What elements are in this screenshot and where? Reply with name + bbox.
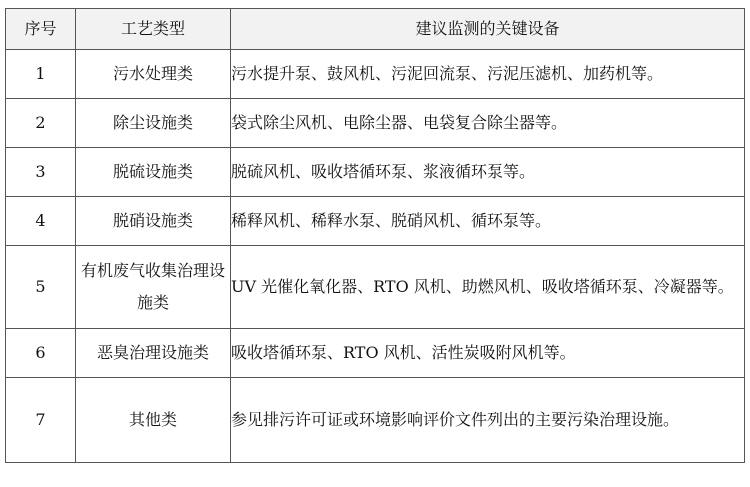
table-row bbox=[6, 329, 745, 378]
row-equipment: 参见排污许可证或环境影响评价文件列出的主要污染治理设施。 bbox=[231, 378, 745, 463]
header-type: 工艺类型 bbox=[76, 9, 231, 50]
table-row bbox=[6, 99, 745, 148]
row-type: 污水处理类 bbox=[76, 50, 231, 99]
row-equipment: 污水提升泵、鼓风机、污泥回流泵、污泥压滤机、加药机等。 bbox=[231, 50, 745, 99]
row-no: 4 bbox=[6, 197, 76, 246]
row-equipment: UV 光催化氧化器、RTO 风机、助燃风机、吸收塔循环泵、冷凝器等。 bbox=[231, 246, 745, 329]
row-equipment: 脱硫风机、吸收塔循环泵、浆液循环泵等。 bbox=[231, 148, 745, 197]
row-no: 7 bbox=[6, 378, 76, 463]
row-equipment: 稀释风机、稀释水泵、脱硝风机、循环泵等。 bbox=[231, 197, 745, 246]
row-no: 5 bbox=[6, 246, 76, 329]
table-row bbox=[6, 148, 745, 197]
equipment-table bbox=[5, 8, 745, 463]
row-no: 1 bbox=[6, 50, 76, 99]
row-type: 除尘设施类 bbox=[76, 99, 231, 148]
row-equipment: 袋式除尘风机、电除尘器、电袋复合除尘器等。 bbox=[231, 99, 745, 148]
header-no: 序号 bbox=[6, 9, 76, 50]
table-header-row bbox=[6, 9, 745, 50]
header-equipment: 建议监测的关键设备 bbox=[231, 9, 745, 50]
row-no: 6 bbox=[6, 329, 76, 378]
table-row bbox=[6, 50, 745, 99]
row-equipment: 吸收塔循环泵、RTO 风机、活性炭吸附风机等。 bbox=[231, 329, 745, 378]
row-type: 脱硝设施类 bbox=[76, 197, 231, 246]
table-row bbox=[6, 378, 745, 463]
row-type: 恶臭治理设施类 bbox=[76, 329, 231, 378]
row-no: 3 bbox=[6, 148, 76, 197]
table-row bbox=[6, 197, 745, 246]
row-type: 其他类 bbox=[76, 378, 231, 463]
row-type: 脱硫设施类 bbox=[76, 148, 231, 197]
row-no: 2 bbox=[6, 99, 76, 148]
row-type: 有机废气收集治理设施类 bbox=[76, 246, 231, 329]
table-row bbox=[6, 246, 745, 329]
